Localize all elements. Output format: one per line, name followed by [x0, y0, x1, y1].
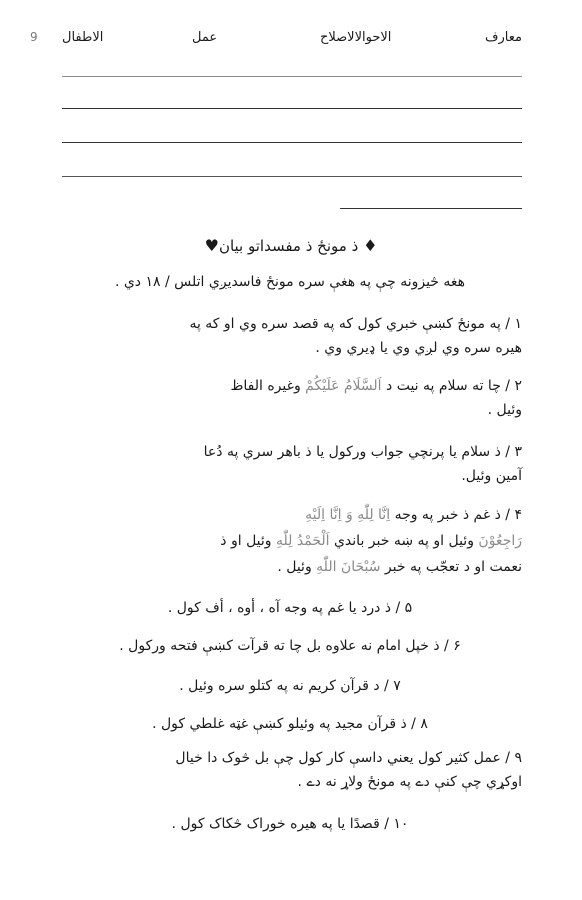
ruled-line	[62, 176, 522, 177]
list-item	[40, 374, 522, 422]
list-item	[40, 312, 522, 360]
heart-icon: ♥	[204, 236, 219, 255]
item-line: وئيل .	[487, 402, 522, 418]
item-text: وغيره الفاظ	[230, 378, 301, 394]
ruled-line	[62, 76, 522, 77]
item-line: آمين وئيل.	[461, 468, 522, 484]
arabic-phrase: اَلسَّلَامُ عَلَيْکُمْ	[305, 378, 382, 394]
item-text: ۴ / ذ غم ذ خبر په وجه	[394, 507, 522, 523]
arabic-phrase: سُبْحَانَ اللّٰهِ	[316, 559, 381, 575]
ruled-line	[62, 108, 522, 109]
header-book-title: معارف	[485, 30, 522, 45]
list-item	[40, 502, 522, 580]
item-text: نعمت او د تعجّب په خبر	[384, 559, 522, 575]
item-text: وئيل او ذ	[220, 533, 272, 549]
list-item: ۱۰ / قصدًا يا په هيره خوراک څکاک کول .	[171, 816, 409, 832]
item-line: اوکړي چې کنې دے په مونځ ولاړ نه دے .	[297, 774, 522, 790]
list-item: ۶ / ذ خپل امام نه علاوه بل چا ته قرآت کښې فتحه ورکول .	[119, 638, 461, 654]
item-line	[40, 528, 522, 554]
ruled-line	[62, 142, 522, 143]
item-line	[40, 374, 522, 398]
item-text: وئيل .	[277, 559, 312, 575]
item-line: هيره سره وي لږي وي يا ډيري وي .	[315, 340, 522, 356]
header-chapter: عمل	[192, 30, 218, 45]
arabic-phrase: رَاجِعُوْنَ	[478, 533, 522, 549]
heading-text: ذ مونځ ذ مفسداتو بيان	[218, 237, 359, 255]
list-item: ۵ / ذ درد يا غم په وجه آه ، أوه ، أف کول .	[167, 600, 413, 616]
item-line: ۹ / عمل کثير کول يعني داسې کار کول چې بل څوک دا خيال	[175, 750, 522, 766]
arabic-phrase: اِنَّا لِلّٰهِ وَ اِنَّا اِلَيْهِ	[305, 507, 391, 523]
section-heading	[0, 236, 582, 255]
page-number: 9	[30, 30, 38, 44]
running-header	[30, 30, 522, 52]
list-item: ۷ / د قرآن کريم نه په کتلو سره وئيل .	[179, 678, 401, 694]
list-item	[40, 440, 522, 488]
intro-text: هغه څيزونه چې په هغې سره مونځ فاسديږي اتلس / ۱۸ دي .	[114, 274, 466, 290]
list-item	[40, 746, 522, 794]
list-item: ۸ / ذ قرآن مجيد په وئيلو کښې غټه غلطي کول .	[152, 716, 428, 732]
item-text: وئيل او په ښه خبر باندي	[333, 533, 474, 549]
item-text: ۲ / چا ته سلام په نيت د	[386, 378, 522, 394]
header-title: الاحوالالاصلاح	[320, 30, 392, 45]
header-section: الاطفال	[62, 30, 104, 45]
arabic-phrase: اَلْحَمْدُ لِلّٰهِ	[276, 533, 330, 549]
ruled-line-short	[340, 208, 522, 209]
item-line	[40, 502, 522, 528]
item-line: ۳ / ذ سلام يا پرنچي جواب ورکول يا ذ باهر سري په دُعا	[203, 444, 522, 460]
diamond-icon: ♦	[363, 236, 378, 255]
item-line	[40, 554, 522, 580]
item-line: ۱ / په مونځ کښې خبري کول که په قصد سره وي او که په	[189, 316, 522, 332]
